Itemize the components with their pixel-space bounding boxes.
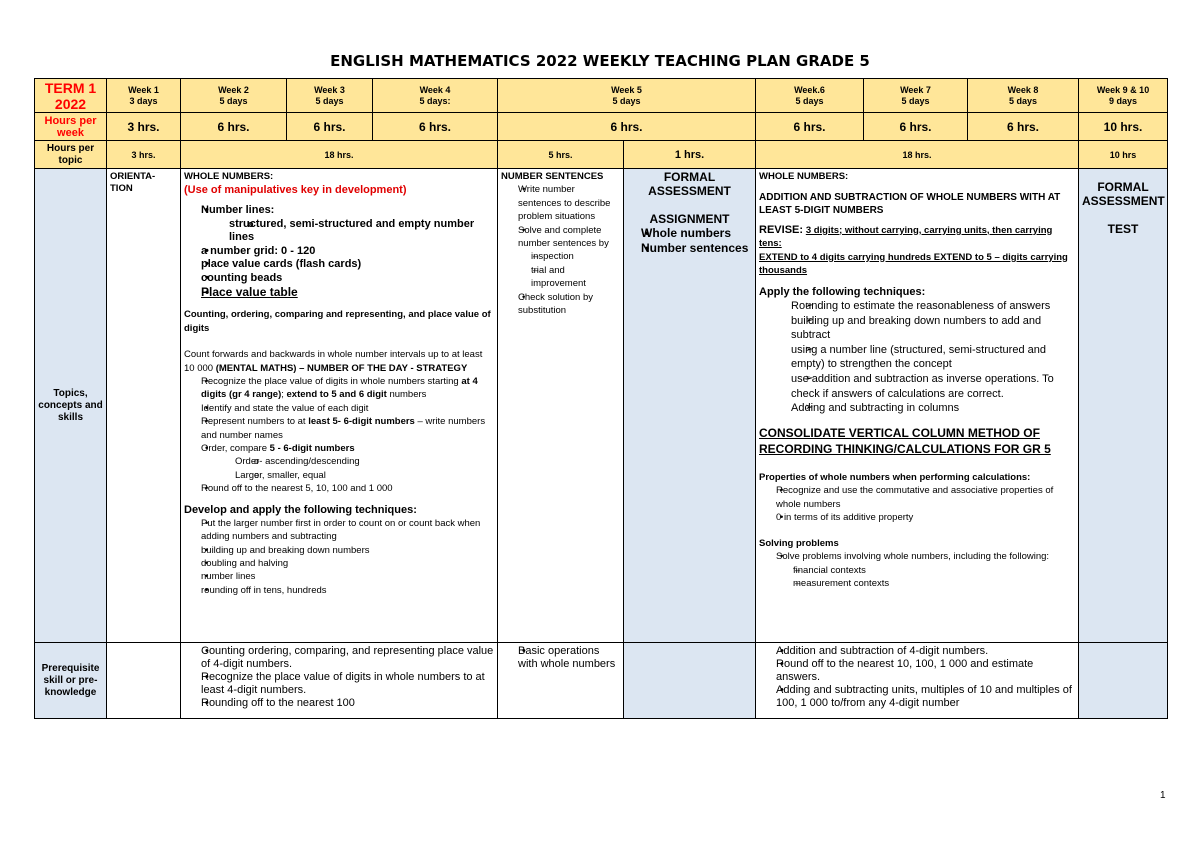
topic-hours-test: 10 hrs — [1079, 141, 1168, 169]
test-label: TEST — [1107, 222, 1139, 236]
page-number: 1 — [1160, 790, 1166, 801]
property-item: • Recognize and use the commutative and associative properties of whole numbers — [776, 484, 1075, 511]
prerequisite-row — [35, 643, 1168, 719]
prereq-item: • Recognize the place value of digits in whole numbers to at least 4-digit numbers. — [201, 671, 494, 697]
technique-item: • number lines — [201, 570, 494, 583]
whole-numbers-cell — [181, 169, 498, 643]
solving-heading: Solving problems — [759, 537, 839, 549]
technique-item: • doubling and halving — [201, 557, 494, 570]
assignment-item: • Number sentences — [641, 241, 752, 256]
property-item: • 0 in terms of its additive property — [776, 511, 1075, 525]
develop-heading: Develop and apply the following techniques: — [184, 503, 417, 516]
hours-week-4: 6 hrs. — [373, 113, 498, 141]
week-4-header: Week 4 5 days: — [373, 79, 498, 113]
hours-per-week-label: Hours per week — [35, 113, 107, 141]
technique-item: • Put the larger number first in order to count on or count back when adding numbers and subtracting — [201, 517, 494, 544]
week-6-header: Week.6 5 days — [756, 79, 864, 113]
resource-counting-beads: • counting beads — [201, 272, 494, 286]
number-sentences-cell — [498, 169, 624, 643]
resource-place-value-cards: • place value cards (flash cards) — [201, 258, 494, 272]
orientation-cell: ORIENTA-TION — [107, 169, 181, 643]
solving-list — [759, 550, 1075, 591]
hours-week-2: 6 hrs. — [181, 113, 287, 141]
prerequisite-label: Prerequisite skill or pre-knowledge — [35, 643, 107, 719]
page-title: ENGLISH MATHEMATICS 2022 WEEKLY TEACHING PLAN GRADE 5 — [330, 52, 870, 70]
hours-week-5: 6 hrs. — [498, 113, 756, 141]
prereq-item: • Basic operations with whole numbers — [518, 645, 620, 671]
prereq-item: • Addition and subtraction of 4-digit numbers. — [776, 645, 1075, 658]
week-header-row — [35, 79, 1168, 113]
round-off: • Round off to the nearest 5, 10, 100 and 1 000 — [201, 482, 494, 495]
techniques-list — [184, 517, 494, 597]
assignment-item: • Whole numbers — [641, 226, 752, 241]
addition-subtraction-cell — [756, 169, 1079, 643]
topics-row — [35, 169, 1168, 643]
wn-b-heading: WHOLE NUMBERS: — [759, 171, 849, 182]
ccr-heading: Counting, ordering, comparing and representing, and place value of digits — [184, 309, 491, 334]
apply-technique: ➢ use addition and subtraction as inverse operations. To check if answers of calculations are correct. — [791, 372, 1075, 401]
context-item: – measurement contexts — [793, 577, 1075, 591]
apply-technique: ➢ building up and breaking down numbers to add and subtract — [791, 314, 1075, 343]
formal-assignment-cell — [624, 169, 756, 643]
hours-week-6: 6 hrs. — [756, 113, 864, 141]
apply-technique: ➢ using a number line (structured, semi-structured and empty) to strengthen the concept — [791, 343, 1075, 372]
hours-per-week-row — [35, 113, 1168, 141]
week-5-header: Week 5 5 days — [498, 79, 756, 113]
place-value-list — [184, 375, 494, 496]
prereq-item: • Adding and subtracting units, multiples of 10 and multiples of 100, 1 000 to/from any 4-digit number — [776, 684, 1075, 710]
revise-text: REVISE: 3 digits; without carrying, carrying units, then carrying tens: — [759, 223, 1053, 249]
formal-test-cell — [1079, 169, 1168, 643]
topic-hours-addition-subtraction: 18 hrs. — [756, 141, 1079, 169]
recognize-place-value: • Recognize the place value of digits in whole numbers starting at 4 digits (gr 4 range); extend to 5 and 6 digit numbers — [201, 375, 494, 402]
formal-assessment-heading: FORMAL ASSESSMENT — [648, 170, 731, 198]
apply-techniques-list — [759, 299, 1075, 416]
hours-week-1: 3 hrs. — [107, 113, 181, 141]
hours-week-7: 6 hrs. — [864, 113, 968, 141]
week-3-header: Week 3 5 days — [287, 79, 373, 113]
ns-sub-item: – inspection — [531, 250, 620, 263]
consolidate-text: CONSOLIDATE VERTICAL COLUMN METHOD OF RECORDING THINKING/CALCULATIONS FOR GR 5 — [759, 425, 1051, 456]
week-2-header: Week 2 5 days — [181, 79, 287, 113]
week-1-header: Week 1 3 days — [107, 79, 181, 113]
represent-numbers: • Represent numbers to at least 5- 6-digit numbers – write numbers and number names — [201, 415, 494, 442]
properties-heading: Properties of whole numbers when performing calculations: — [759, 471, 1031, 483]
ns-item: • Check solution by substitution — [518, 291, 620, 318]
teaching-plan-table — [34, 78, 1168, 719]
formal-test-heading: FORMAL ASSESSMENT — [1082, 180, 1165, 208]
resource-number-grid: • a number grid: 0 - 120 — [201, 245, 494, 259]
assignment-label: ASSIGNMENT — [649, 212, 730, 226]
whole-numbers-heading: WHOLE NUMBERS: — [184, 171, 274, 182]
prereq-col-a — [181, 643, 498, 719]
apply-technique: ➢ Adding and subtracting in columns — [791, 401, 1075, 416]
hours-per-topic-row — [35, 141, 1168, 169]
term-cell: TERM 1 2022 — [35, 79, 107, 113]
hours-week-9-10: 10 hrs. — [1079, 113, 1168, 141]
ns-item: • Write number sentences to describe problem situations — [518, 183, 620, 223]
topic-hours-orientation: 3 hrs. — [107, 141, 181, 169]
properties-list — [759, 484, 1075, 525]
order-compare: • Order, compare 5 - 6-digit numbers o Order- ascending/descending o Larger, smaller, equal — [201, 442, 494, 482]
count-forwards-text: Count forwards and backwards in whole number intervals up to at least 10 000 (MENTAL MATHS) – NUMBER OF THE DAY - STRATEGY — [184, 349, 483, 374]
topic-hours-whole-numbers: 18 hrs. — [181, 141, 498, 169]
week-8-header: Week 8 5 days — [968, 79, 1079, 113]
solving-item: • Solve problems involving whole numbers, including the following: – financial contexts – measurement contexts — [776, 550, 1075, 591]
prereq-item: • Round off to the nearest 10, 100, 1 000 and estimate answers. — [776, 658, 1075, 684]
resource-number-lines: • Number lines: o structured, semi-structured and empty number lines — [201, 204, 494, 245]
apply-technique: ➢ Rounding to estimate the reasonableness of answers — [791, 299, 1075, 314]
prereq-col-b — [498, 643, 624, 719]
topic-hours-assignment: 1 hrs. — [624, 141, 756, 169]
ns-item: • Solve and complete number sentences by – inspection – trial and improvement — [518, 224, 620, 291]
assignment-list — [627, 226, 752, 256]
prereq-col-c — [756, 643, 1079, 719]
resources-list — [184, 204, 494, 300]
number-line-types: o structured, semi-structured and empty number lines — [229, 218, 494, 245]
number-sentences-list — [501, 183, 620, 317]
topics-label: Topics, concepts and skills — [35, 169, 107, 643]
week-9-10-header: Week 9 & 10 9 days — [1079, 79, 1168, 113]
extend-text: EXTEND to 4 digits carrying hundreds EXTEND to 5 – digits carrying thousands — [759, 251, 1068, 276]
hours-per-topic-label: Hours per topic — [35, 141, 107, 169]
hours-week-8: 6 hrs. — [968, 113, 1079, 141]
prereq-item: • Counting ordering, comparing, and representing place value of 4-digit numbers. — [201, 645, 494, 671]
number-sentences-heading: NUMBER SENTENCES — [501, 171, 604, 182]
identify-value: • Identify and state the value of each digit — [201, 402, 494, 415]
prereq-item: • Rounding off to the nearest 100 — [201, 697, 494, 710]
context-item: – financial contexts — [793, 564, 1075, 578]
hours-week-3: 6 hrs. — [287, 113, 373, 141]
order-sub-item: o Larger, smaller, equal — [235, 469, 494, 482]
technique-item: • building up and breaking down numbers — [201, 544, 494, 557]
apply-heading: Apply the following techniques: — [759, 285, 926, 298]
week-7-header: Week 7 5 days — [864, 79, 968, 113]
manipulatives-note: (Use of manipulatives key in development) — [184, 184, 407, 197]
ns-sub-item: – trial and improvement — [531, 264, 620, 291]
wn-b-subheading: ADDITION AND SUBTRACTION OF WHOLE NUMBERS WITH AT LEAST 5-DIGIT NUMBERS — [759, 191, 1061, 216]
topic-hours-number-sentences: 5 hrs. — [498, 141, 624, 169]
order-sub-item: o Order- ascending/descending — [235, 455, 494, 468]
technique-item: • rounding off in tens, hundreds — [201, 584, 494, 597]
resource-place-value-table: • Place value table — [201, 285, 494, 300]
